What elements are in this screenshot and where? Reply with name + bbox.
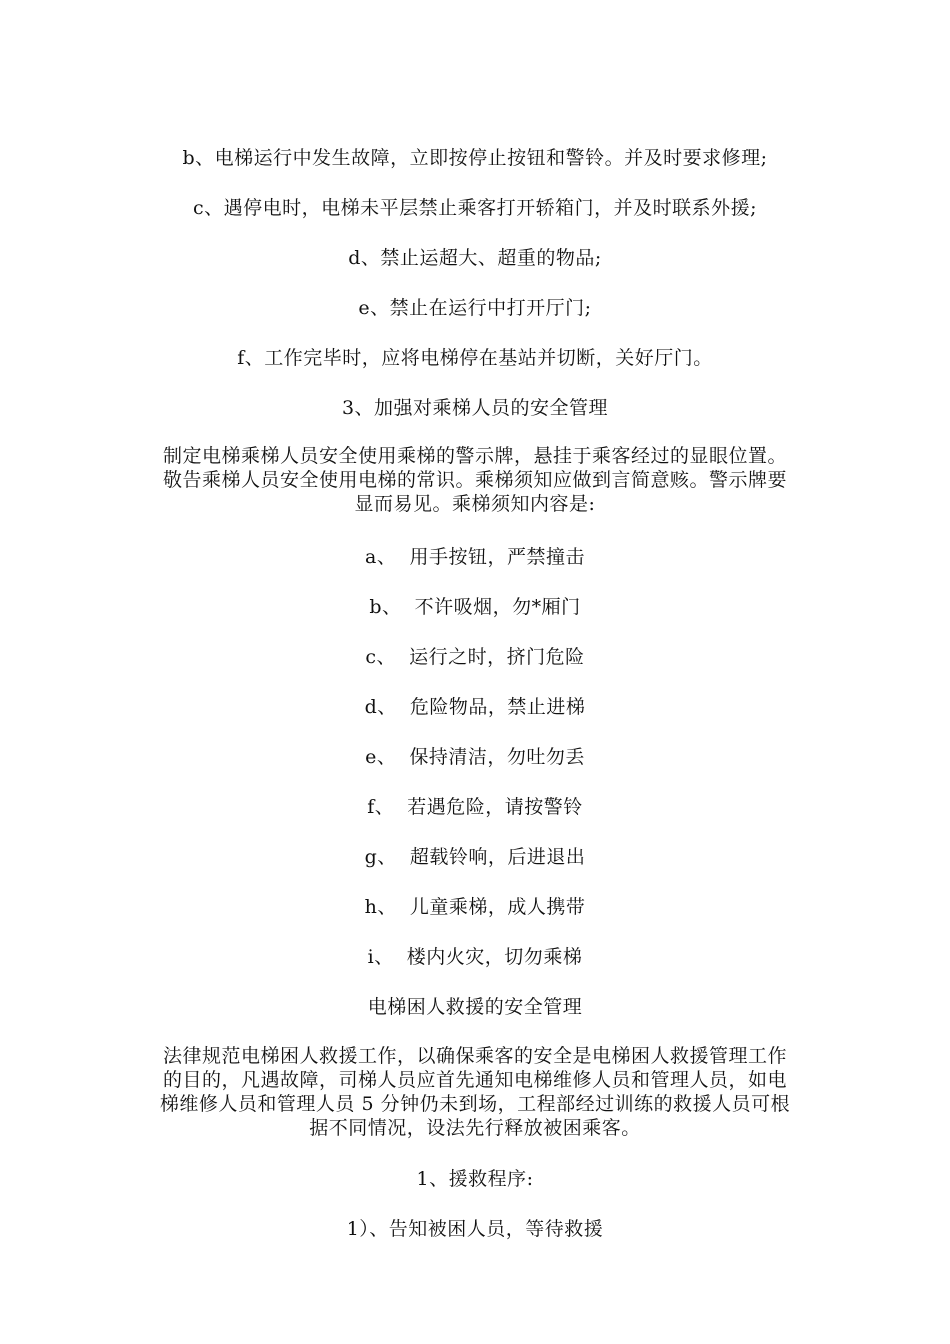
notice-item-d: d、 危险物品，禁止进梯 [364,696,586,718]
notice-item-c: c、 运行之时，挤门危险 [365,646,585,668]
rule-f: f、工作完毕时，应将电梯停在基站并切断，关好厅门。 [237,347,713,369]
section-3-paragraph [115,444,835,516]
procedure-step-1: 1）、告知被困人员，等待救援 [346,1218,604,1240]
paragraph-line: 敬告乘梯人员安全使用电梯的常识。乘梯须知应做到言简意赅。警示牌要 [162,469,787,491]
rule-b: b、电梯运行中发生故障，立即按停止按钮和警铃。并及时要求修理; [182,147,768,169]
rule-c: c、遇停电时，电梯未平层禁止乘客打开轿箱门，并及时联系外援; [192,197,758,219]
paragraph-line: 制定电梯乘梯人员安全使用乘梯的警示牌，悬挂于乘客经过的显眼位置。 [162,445,787,467]
notice-item-f: f、 若遇危险，请按警铃 [367,796,583,818]
paragraph-line: 据不同情况，设法先行释放被困乘客。 [309,1117,641,1139]
paragraph-line: 法律规范电梯困人救援工作，以确保乘客的安全是电梯困人救援管理工作 [162,1045,787,1067]
notice-item-g: g、 超载铃响，后进退出 [364,846,586,868]
section-3-title: 3、加强对乘梯人员的安全管理 [341,397,609,419]
rescue-title: 电梯困人救援的安全管理 [367,996,583,1018]
procedure-title: 1、援救程序: [416,1168,534,1190]
rescue-paragraph [115,1044,835,1140]
paragraph-line: 梯维修人员和管理人员 5 分钟仍未到场，工程部经过训练的救援人员可根 [159,1093,791,1115]
paragraph-line: 的目的，凡遇故障，司梯人员应首先通知电梯维修人员和管理人员，如电 [162,1069,787,1091]
notice-item-h: h、 儿童乘梯，成人携带 [364,896,586,918]
notice-item-a: a、 用手按钮，严禁撞击 [365,546,585,568]
notice-item-b: b、 不许吸烟，勿*厢门 [369,596,581,618]
paragraph-line: 显而易见。乘梯须知内容是: [354,493,596,515]
rule-d: d、禁止运超大、超重的物品; [348,247,602,269]
notice-item-i: i、 楼内火灾，切勿乘梯 [367,946,583,968]
notice-item-e: e、 保持清洁，勿吐勿丢 [365,746,585,768]
rule-e: e、禁止在运行中打开厅门; [358,297,592,319]
